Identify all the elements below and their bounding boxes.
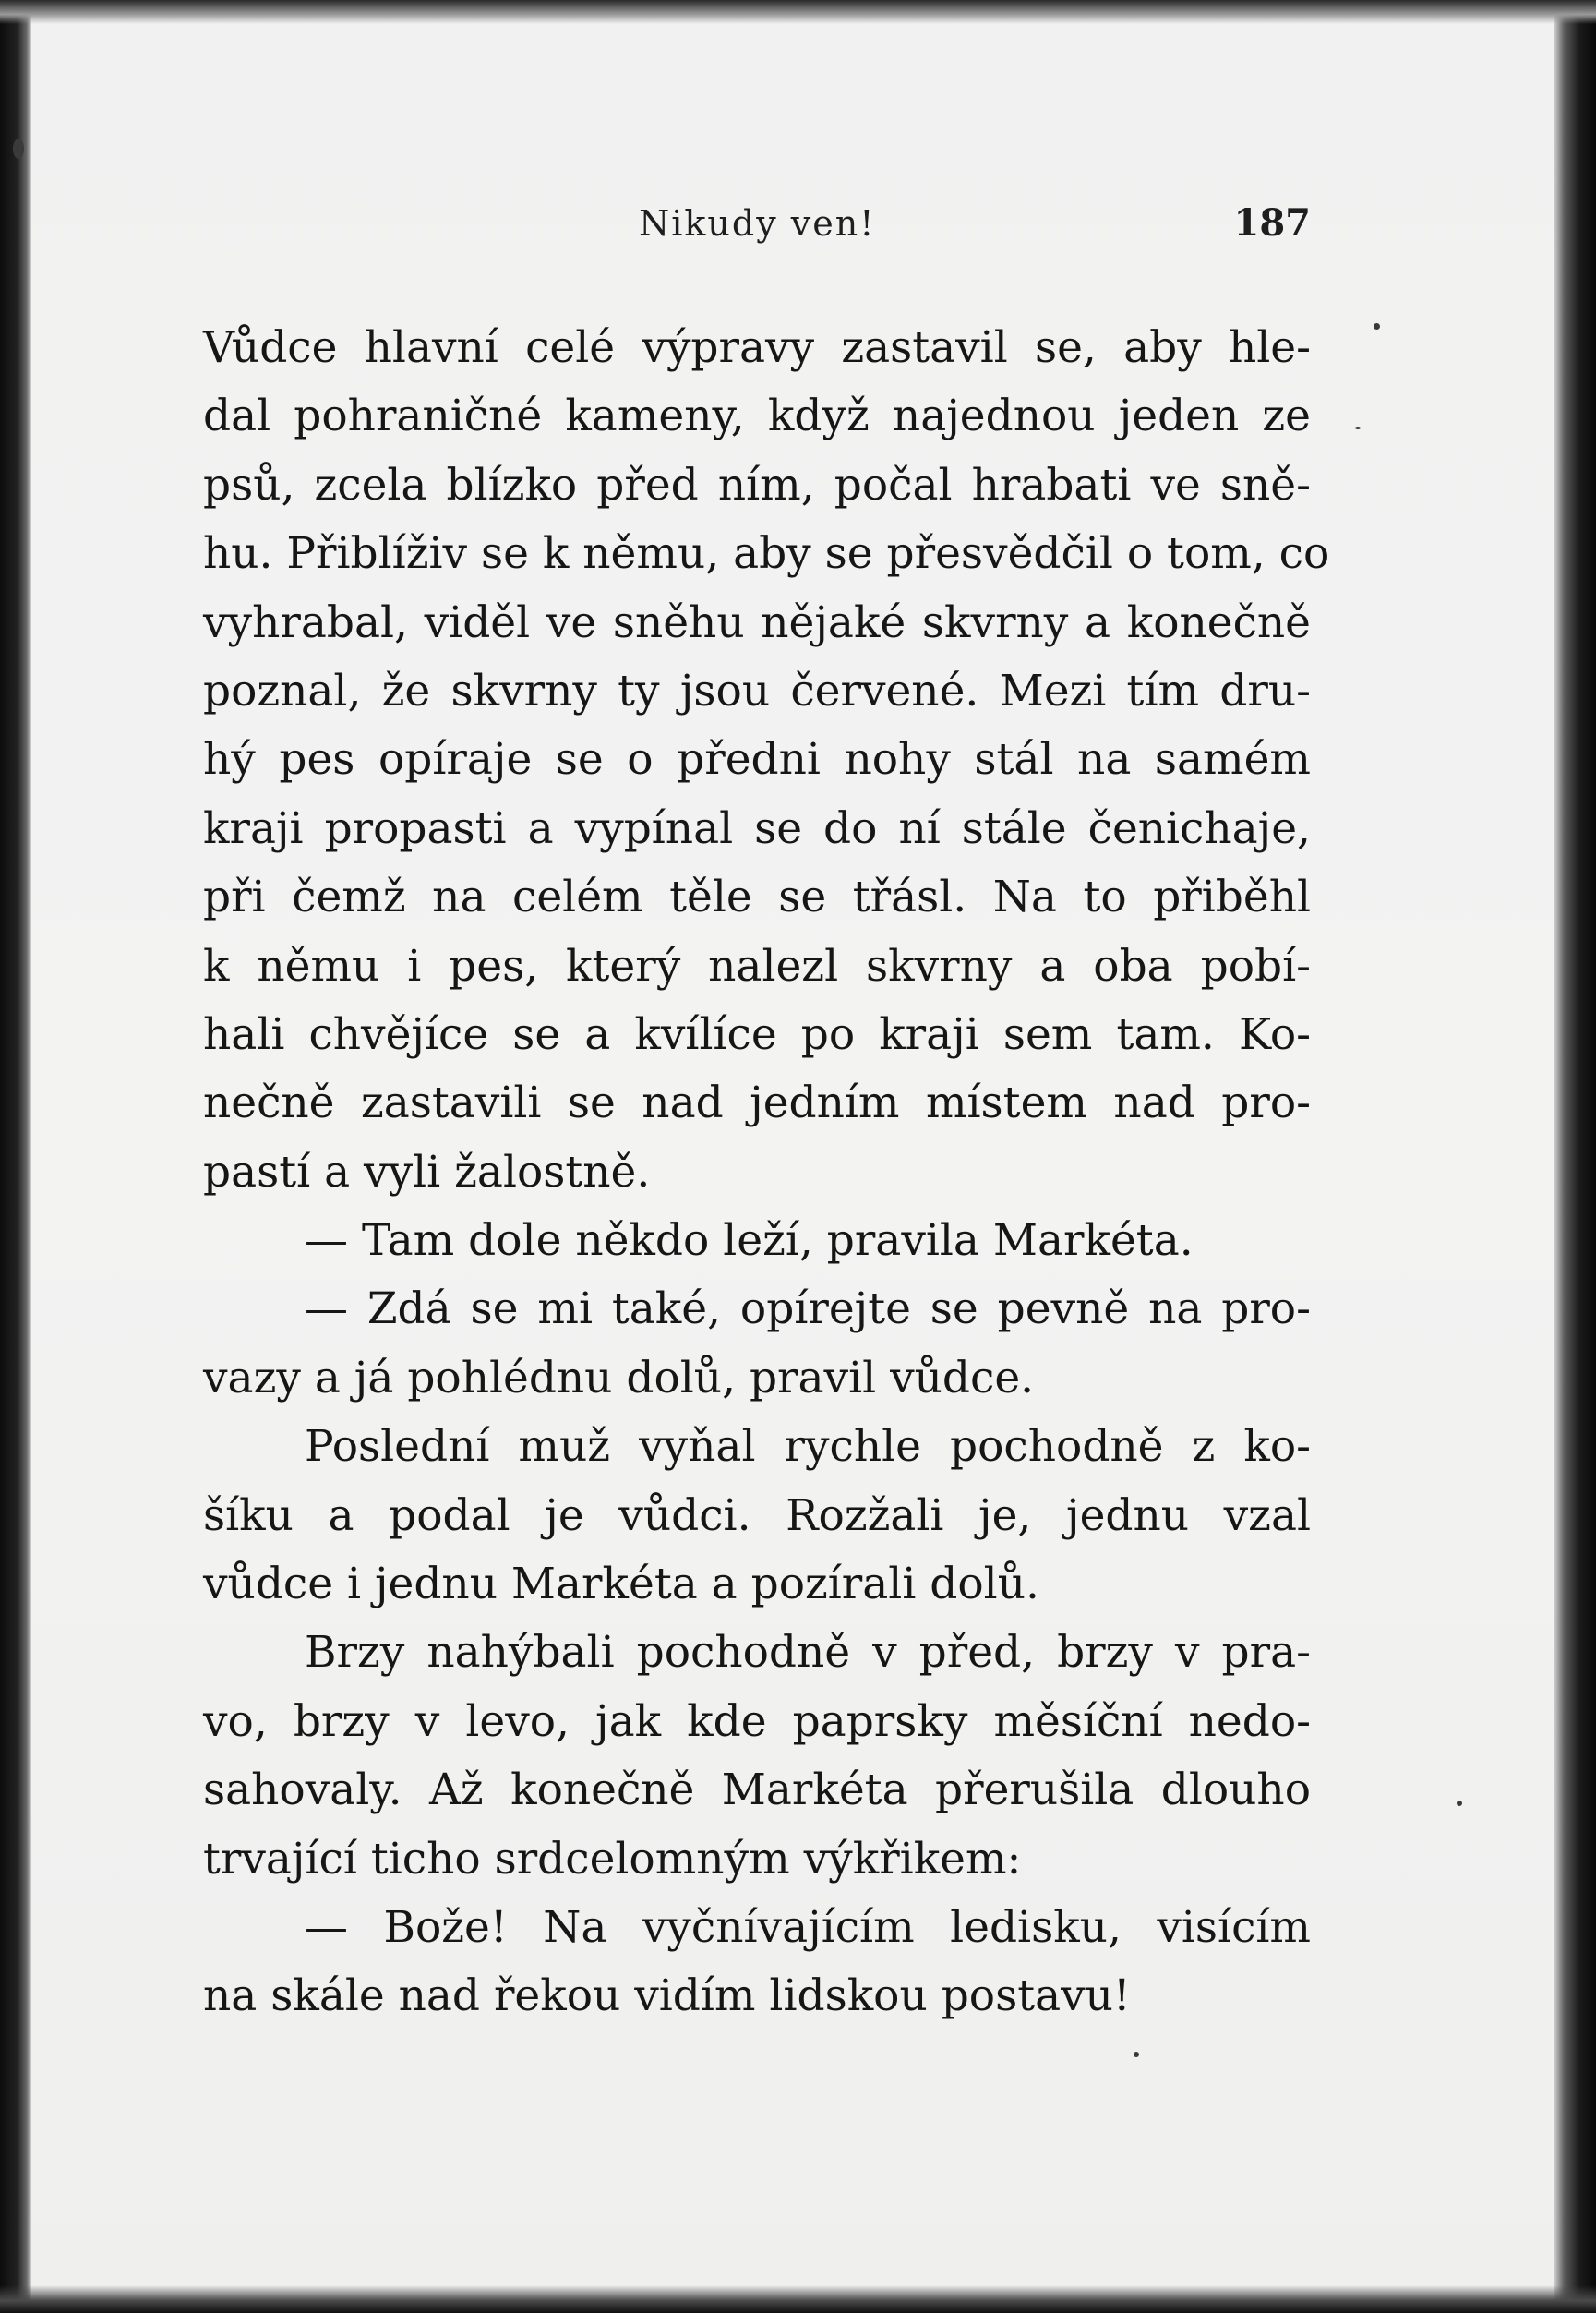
- page-number: 187: [1233, 201, 1311, 245]
- ink-speck: [13, 139, 24, 159]
- dialogue-line: — Zdá se mi také, opírejte se pevně na pro-: [305, 1283, 1311, 1335]
- text-line: vůdce i jednu Markéta a pozírali dolů.: [203, 1559, 1039, 1610]
- running-title: Nikudy ven!: [639, 203, 876, 244]
- text-line: kraji propasti a vypínal se do ní stále čenichaje,: [203, 802, 1311, 854]
- text-line: sahovaly. Až konečně Markéta přerušila dlouho: [203, 1765, 1311, 1816]
- paragraph-first-line: Poslední muž vyňal rychle pochodně z ko-: [305, 1421, 1311, 1473]
- text-line: k němu i pes, který nalezl skvrny a oba pobí-: [203, 940, 1311, 992]
- page-bottom-edge-shadow: [0, 2285, 1596, 2313]
- text-line: hu. Přiblíživ se k němu, aby se přesvědčil o tom, co: [203, 528, 1330, 580]
- text-line: při čemž na celém těle se třásl. Na to přiběhl: [203, 872, 1311, 923]
- ink-speck: [1374, 323, 1380, 330]
- ink-speck: [1355, 427, 1361, 429]
- dialogue-line: — Bože! Na vyčnívajícím ledisku, visícím: [305, 1901, 1311, 1953]
- text-line: trvající ticho srdcelomným výkřikem:: [203, 1833, 1022, 1885]
- text-line: poznal, že skvrny ty jsou červené. Mezi tím dru-: [203, 665, 1311, 717]
- page-right-edge-shadow: [1554, 0, 1596, 2313]
- text-line: Vůdce hlavní celé výpravy zastavil se, aby hle-: [203, 322, 1311, 373]
- text-line: hý pes opíraje se o předni nohy stál na samém: [203, 734, 1311, 786]
- page-top-edge-shadow: [0, 0, 1596, 24]
- text-line: dal pohraničné kameny, když najednou jeden ze: [203, 391, 1311, 442]
- text-line: nečně zastavili se nad jedním místem nad pro-: [203, 1078, 1311, 1129]
- dialogue-line: — Tam dole někdo leží, pravila Markéta.: [305, 1215, 1194, 1267]
- text-line: pastí a vyli žalostně.: [203, 1146, 651, 1198]
- text-line: na skále nad řekou vidím lidskou postavu!: [203, 1970, 1131, 2022]
- page-header: [203, 196, 1311, 251]
- text-line: šíku a podal je vůdci. Rozžali je, jednu vzal: [203, 1489, 1311, 1541]
- ink-speck: [1134, 2052, 1139, 2057]
- paragraph-first-line: Brzy nahýbali pochodně v před, brzy v pra-: [305, 1627, 1311, 1679]
- text-line: vo, brzy v levo, jak kde paprsky měsíční nedo-: [203, 1695, 1311, 1747]
- body-text: [203, 314, 1330, 2031]
- ink-speck: [1457, 1801, 1462, 1806]
- text-line: vyhrabal, viděl ve sněhu nějaké skvrny a konečně: [203, 596, 1311, 648]
- page-left-edge-shadow: [0, 0, 31, 2313]
- text-line: hali chvějíce se a kvílíce po kraji sem tam. Ko-: [203, 1008, 1311, 1060]
- text-line: psů, zcela blízko před ním, počal hrabati ve sně-: [203, 459, 1311, 511]
- text-line: vazy a já pohlédnu dolů, pravil vůdce.: [203, 1352, 1035, 1403]
